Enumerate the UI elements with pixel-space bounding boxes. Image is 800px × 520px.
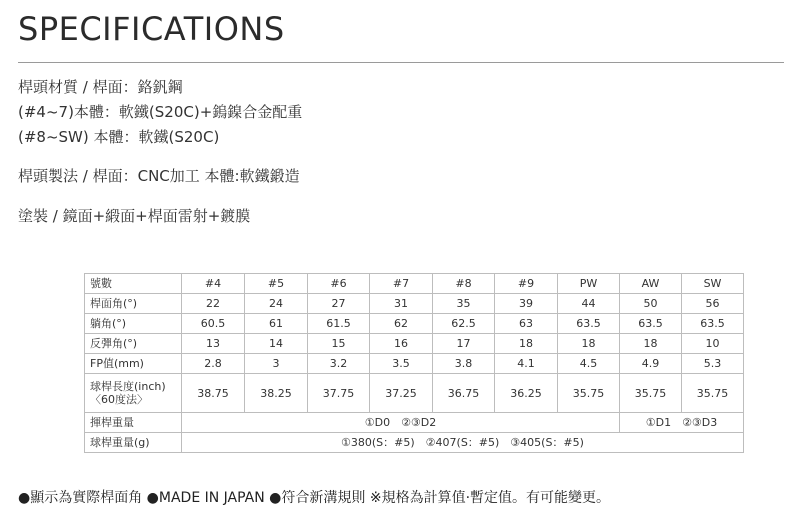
table-cell: 37.25 <box>370 374 433 413</box>
table-cell: 24 <box>245 294 308 314</box>
table-cell: 56 <box>682 294 744 314</box>
table-row-bounce <box>85 334 744 354</box>
column-header: AW <box>620 274 682 294</box>
column-header: PW <box>558 274 620 294</box>
table-cell: 38.75 <box>182 374 245 413</box>
table-corner-label: 號數 <box>85 274 182 294</box>
table-row-swing-weight <box>85 413 744 433</box>
spec-head-material: 桿頭材質 / 桿面：鉻釩鋼 <box>18 78 183 96</box>
column-header: #7 <box>370 274 433 294</box>
table-row-loft <box>85 294 744 314</box>
row-label: 反彈角(°) <box>85 334 182 354</box>
table-cell: 63.5 <box>682 314 744 334</box>
table-cell: 27 <box>308 294 370 314</box>
table-cell: 4.9 <box>620 354 682 374</box>
table-header-row <box>85 274 744 294</box>
table-cell-merged: ①D1 ②③D3 <box>620 413 744 433</box>
table-row-fp <box>85 354 744 374</box>
table-row-length <box>85 374 744 413</box>
column-header: #4 <box>182 274 245 294</box>
table-cell: 44 <box>558 294 620 314</box>
table-cell: 3.2 <box>308 354 370 374</box>
table-cell: 37.75 <box>308 374 370 413</box>
table-cell: 14 <box>245 334 308 354</box>
footer-notes: ●顯示為實際桿面角 ●MADE IN JAPAN ●符合新溝規則 ※規格為計算值·暫定值。有可能變更。 <box>18 490 611 506</box>
table-cell: 17 <box>433 334 495 354</box>
table-cell: 61.5 <box>308 314 370 334</box>
page-title: SPECIFICATIONS <box>18 10 285 48</box>
table-cell-merged: ①D0 ②③D2 <box>182 413 620 433</box>
table-cell: 5.3 <box>682 354 744 374</box>
spec-table <box>84 273 744 453</box>
column-header: #8 <box>433 274 495 294</box>
table-cell: 63 <box>495 314 558 334</box>
table-cell: 38.25 <box>245 374 308 413</box>
table-row-lie <box>85 314 744 334</box>
table-cell: 22 <box>182 294 245 314</box>
table-cell: 18 <box>558 334 620 354</box>
title-divider <box>18 62 784 63</box>
spec-body-4-7: (#4~7)本體：軟鐵(S20C)+鎢鎳合金配重 <box>18 103 303 121</box>
table-cell: 61 <box>245 314 308 334</box>
table-cell: 18 <box>495 334 558 354</box>
row-label: 躺角(°) <box>85 314 182 334</box>
table-cell: 35.75 <box>558 374 620 413</box>
table-cell: 13 <box>182 334 245 354</box>
table-cell: 15 <box>308 334 370 354</box>
column-header: #5 <box>245 274 308 294</box>
row-label: FP值(mm) <box>85 354 182 374</box>
spec-manufacturing: 桿頭製法 / 桿面：CNC加工 本體:軟鐵鍛造 <box>18 167 300 185</box>
table-cell: 62 <box>370 314 433 334</box>
table-cell: 3 <box>245 354 308 374</box>
table-cell: 4.1 <box>495 354 558 374</box>
table-cell: 18 <box>620 334 682 354</box>
table-cell: 35 <box>433 294 495 314</box>
spec-finish: 塗裝 / 鏡面+緞面+桿面雷射+鍍膜 <box>18 207 251 225</box>
column-header: SW <box>682 274 744 294</box>
table-cell: 63.5 <box>620 314 682 334</box>
table-cell: 16 <box>370 334 433 354</box>
table-cell: 60.5 <box>182 314 245 334</box>
table-cell: 36.25 <box>495 374 558 413</box>
column-header: #6 <box>308 274 370 294</box>
row-label-sub: 〈60度法〉 <box>90 393 148 406</box>
table-cell: 35.75 <box>682 374 744 413</box>
table-cell: 35.75 <box>620 374 682 413</box>
table-cell: 50 <box>620 294 682 314</box>
table-row-total-weight <box>85 433 744 453</box>
table-cell: 4.5 <box>558 354 620 374</box>
table-cell: 10 <box>682 334 744 354</box>
table-cell: 63.5 <box>558 314 620 334</box>
table-cell: 31 <box>370 294 433 314</box>
row-label: 桿面角(°) <box>85 294 182 314</box>
column-header: #9 <box>495 274 558 294</box>
spec-body-8-sw: (#8~SW) 本體：軟鐵(S20C) <box>18 128 220 146</box>
table-cell: 2.8 <box>182 354 245 374</box>
table-cell: 3.8 <box>433 354 495 374</box>
table-cell: 62.5 <box>433 314 495 334</box>
table-cell: 36.75 <box>433 374 495 413</box>
table-cell-merged: ①380(S：#5) ②407(S：#5) ③405(S：#5) <box>182 433 744 453</box>
row-label: 揮桿重量 <box>85 413 182 433</box>
table-cell: 39 <box>495 294 558 314</box>
row-label <box>85 374 182 413</box>
table-cell: 3.5 <box>370 354 433 374</box>
row-label: 球桿重量(g) <box>85 433 182 453</box>
row-label-main: 球桿長度(inch) <box>90 380 166 393</box>
